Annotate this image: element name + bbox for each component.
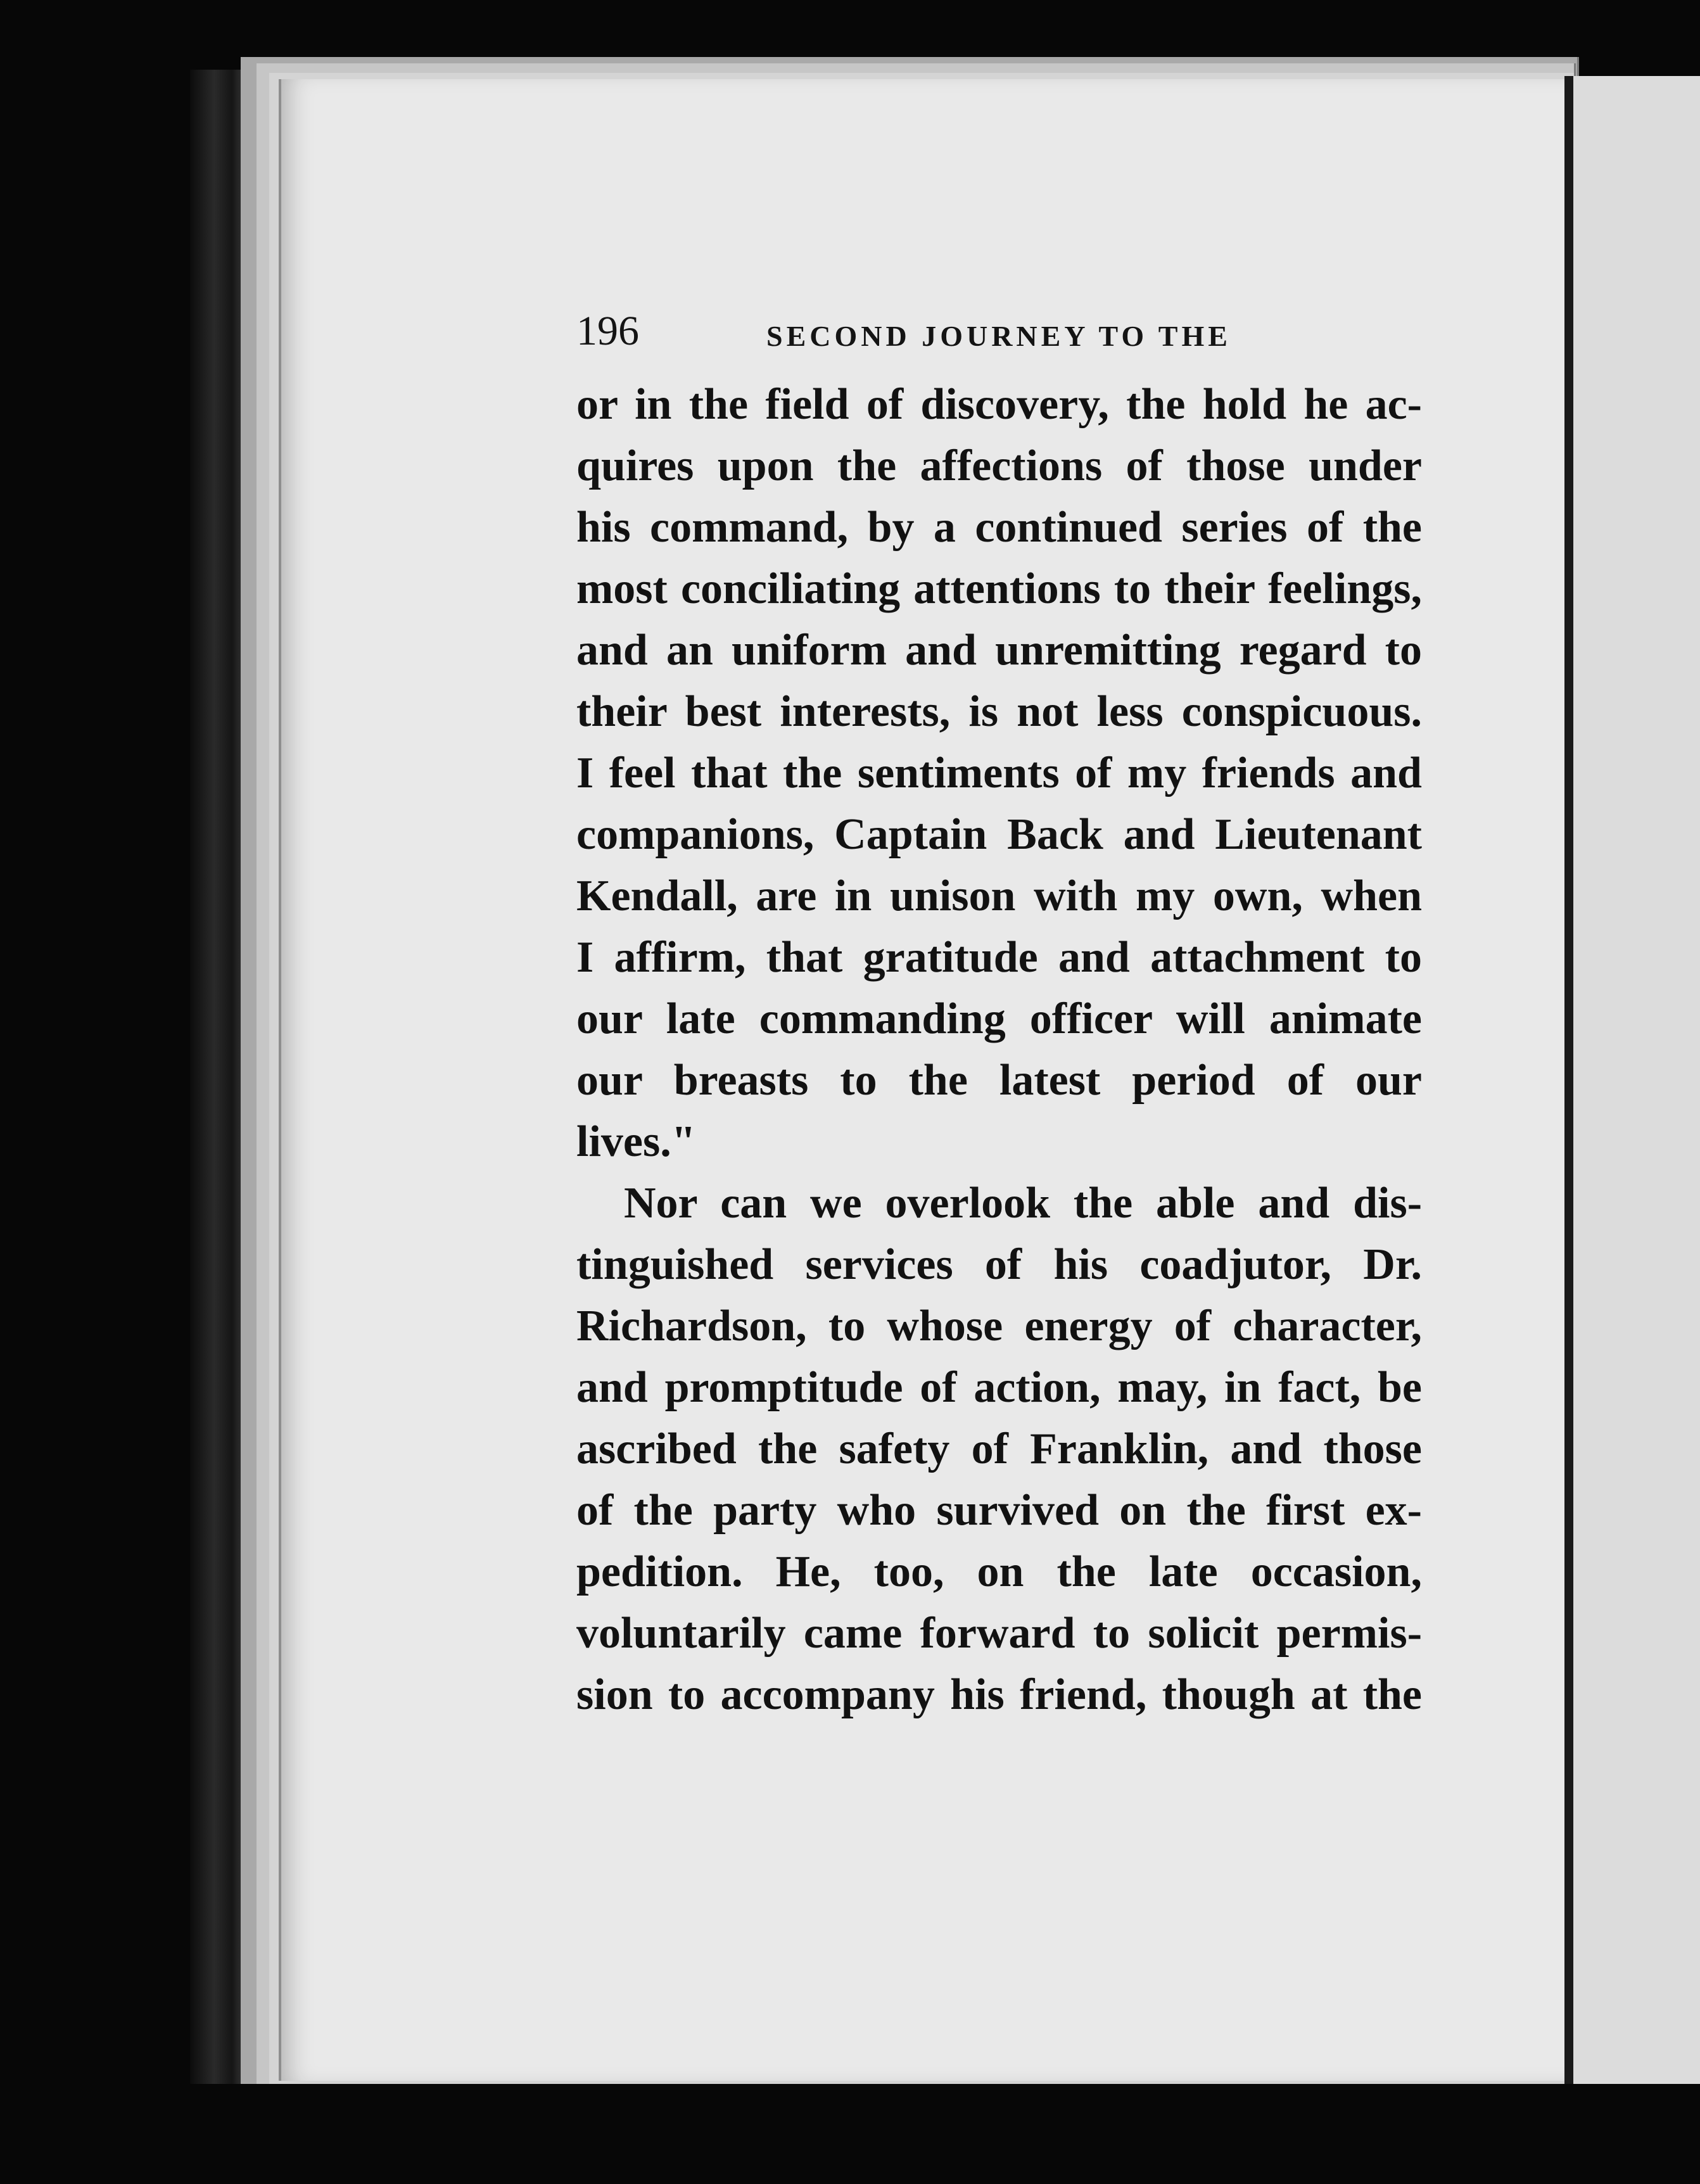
text-line: of the party who survived on the first ex- xyxy=(576,1486,1422,1535)
text-line: our late commanding officer will animate xyxy=(576,994,1422,1043)
text-line: voluntarily came forward to solicit permis- xyxy=(576,1609,1422,1658)
body-text xyxy=(576,374,1422,1725)
text-line: tinguished services of his coadjutor, Dr. xyxy=(576,1240,1422,1289)
text-line: quires upon the affections of those under xyxy=(576,441,1422,490)
text-line: or in the field of discovery, the hold he ac- xyxy=(576,380,1422,429)
running-head xyxy=(576,303,1273,360)
facing-page xyxy=(1573,76,1700,2084)
text-line: his command, by a continued series of the xyxy=(576,503,1422,552)
text-line: and an uniform and unremitting regard to xyxy=(576,626,1422,675)
text-line: pedition. He, too, on the late occasion, xyxy=(576,1547,1422,1596)
text-line: sion to accompany his friend, though at the xyxy=(576,1670,1422,1719)
text-line: companions, Captain Back and Lieutenant xyxy=(576,810,1422,859)
text-line: Richardson, to whose energy of character, xyxy=(576,1302,1422,1350)
text-line: and promptitude of action, may, in fact, be xyxy=(576,1363,1422,1412)
text-line: most conciliating attentions to their feelings, xyxy=(576,564,1422,613)
text-line: ascribed the safety of Franklin, and those xyxy=(576,1425,1422,1473)
page-number: 196 xyxy=(576,308,639,354)
page-gutter xyxy=(1564,76,1573,2084)
text-line: I affirm, that gratitude and attachment to xyxy=(576,933,1422,982)
text-line: our breasts to the latest period of our xyxy=(576,1056,1422,1105)
running-head-title: SECOND JOURNEY TO THE xyxy=(766,320,1231,352)
text-line: I feel that the sentiments of my friends and xyxy=(576,749,1422,797)
text-line: Kendall, are in unison with my own, when xyxy=(576,872,1422,920)
paragraph-start-line: Nor can we overlook the able and dis- xyxy=(624,1179,1422,1228)
text-line: lives." xyxy=(576,1117,696,1166)
text-line: their best interests, is not less conspicuous. xyxy=(576,687,1422,736)
